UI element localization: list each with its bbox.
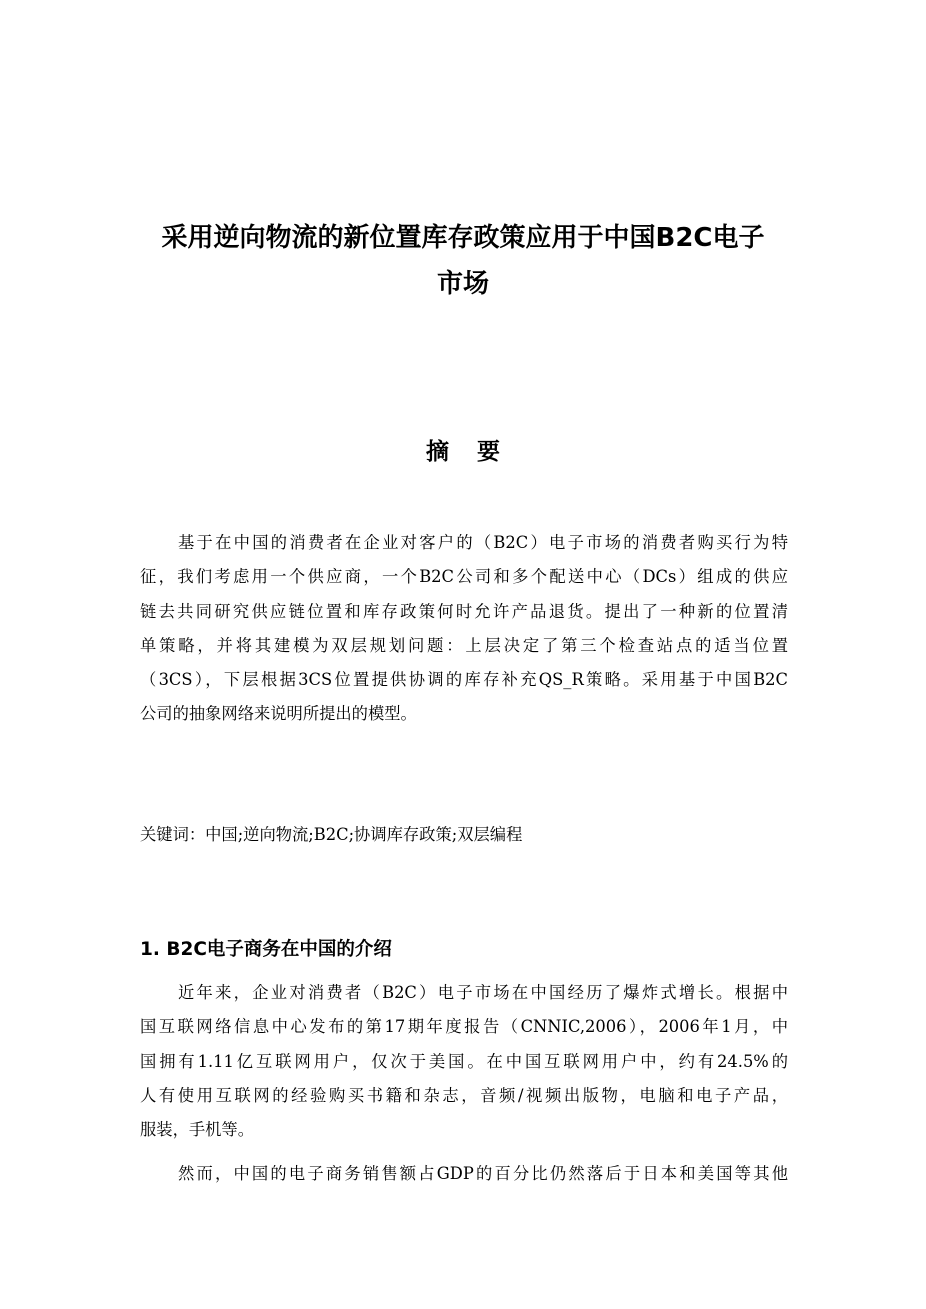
keywords: 关键词：中国;逆向物流;B2C;协调库存政策;双层编程 [140,825,523,844]
body-line: 国拥有1.11亿互联网用户，仅次于美国。在中国互联网用户中，约有24.5%的 [140,1051,788,1071]
document-title-line-1: 采用逆向物流的新位置库存政策应用于中国B2C电子 [161,223,765,253]
body-line: 然而，中国的电子商务销售额占GDP的百分比仍然落后于日本和美国等其他 [178,1164,788,1183]
abstract-line: 公司的抽象网络来说明所提出的模型。 [140,704,417,724]
body-line: 人有使用互联网的经验购买书籍和杂志，音频/视频出版物，电脑和电子产品， [140,1085,788,1105]
document-title-line-2: 市场 [436,269,489,299]
abstract-line: 单策略，并将其建模为双层规划问题：上层决定了第三个检查站点的适当位置 [140,635,788,655]
abstract-line: 征，我们考虑用一个供应商，一个B2C公司和多个配送中心（DCs）组成的供应 [140,567,788,587]
section-heading: 1. B2C电子商务在中国的介绍 [140,939,392,960]
body-paragraph [140,976,788,1147]
abstract-heading: 摘要 [426,439,528,465]
body-paragraph [140,1157,788,1191]
abstract-line: 链去共同研究供应链位置和库存政策何时允许产品退货。提出了一种新的位置清 [140,601,788,621]
abstract-line: （3CS），下层根据3CS位置提供协调的库存补充QS_R策略。采用基于中国B2C [140,670,788,690]
body-line: 近年来，企业对消费者（B2C）电子市场在中国经历了爆炸式增长。根据中 [178,983,788,1002]
body-line: 服装，手机等。 [140,1120,254,1140]
abstract-line: 基于在中国的消费者在企业对客户的（B2C）电子市场的消费者购买行为特 [178,533,788,552]
body-line: 国互联网络信息中心发布的第17期年度报告（CNNIC,2006），2006年1月，中 [140,1017,788,1037]
abstract-paragraph [140,526,788,732]
